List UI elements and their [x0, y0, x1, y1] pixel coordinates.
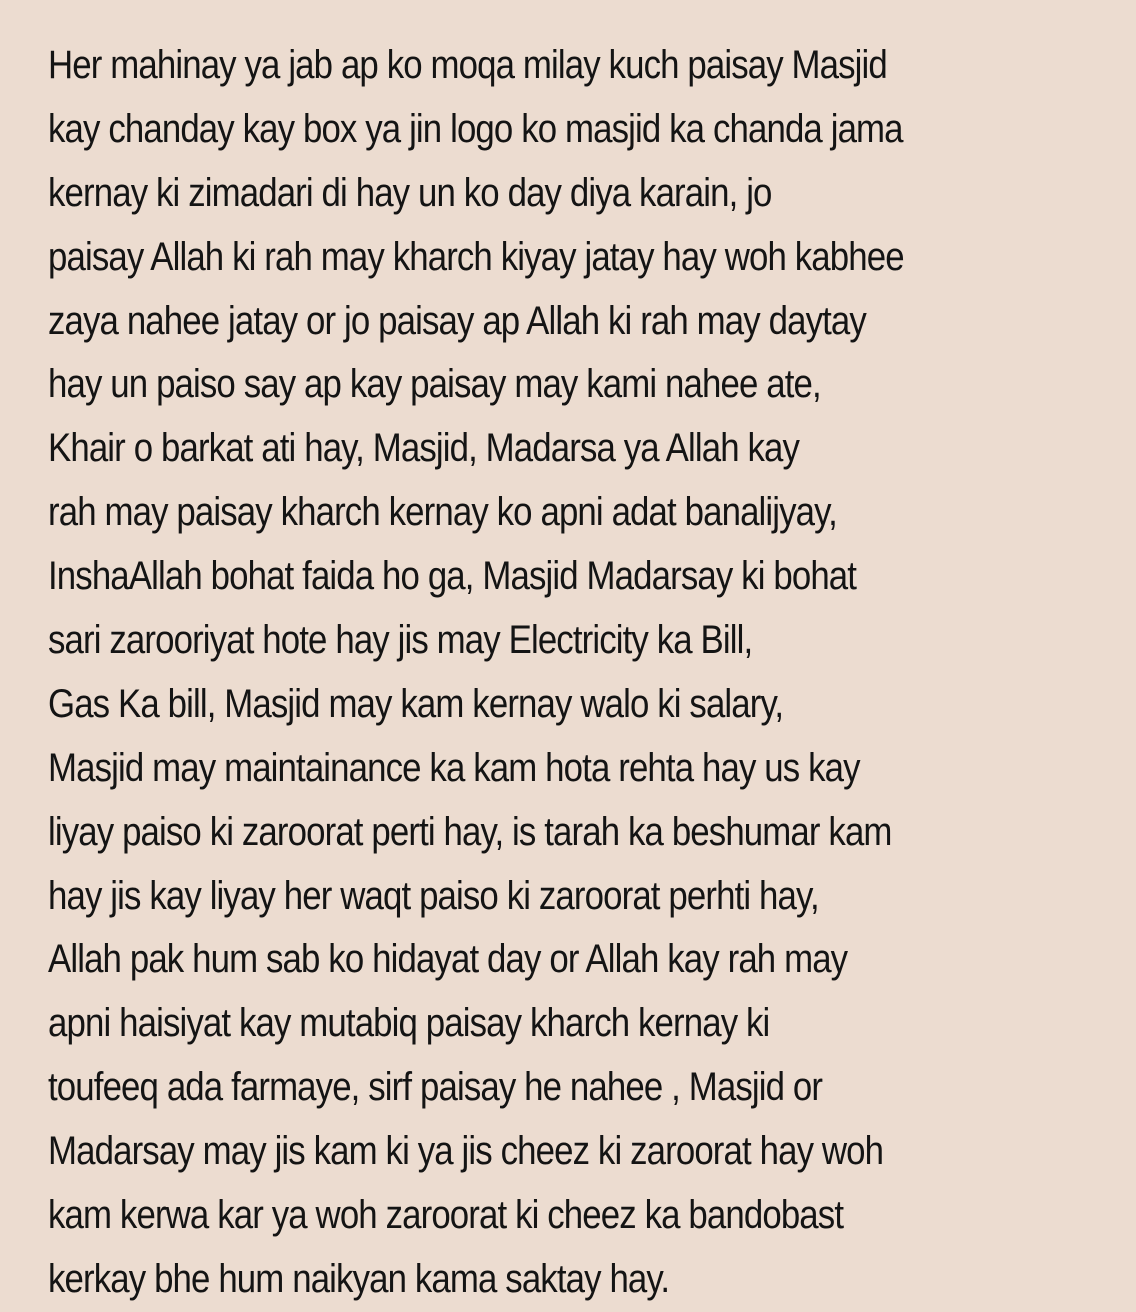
text-line: sari zarooriyat hote hay jis may Electricity ka Bill, [48, 618, 753, 663]
text-line: Masjid may maintainance ka kam hota rehta hay us kay [48, 745, 860, 790]
text-line: apni haisiyat kay mutabiq paisay kharch kernay ki [48, 1001, 770, 1046]
text-line: liyay paiso ki zaroorat perti hay, is tarah ka beshumar kam [48, 809, 892, 854]
text-line: Gas Ka bill, Masjid may kam kernay walo ki salary, [48, 681, 784, 726]
text-line: kam kerwa kar ya woh zaroorat ki cheez ka bandobast [48, 1193, 844, 1238]
text-line: toufeeq ada farmaye, sirf paisay he nahee , Masjid or [48, 1065, 823, 1110]
text-line: hay un paiso say ap kay paisay may kami nahee ate, [48, 362, 821, 407]
text-paragraph [48, 34, 1128, 1312]
text-line: Khair o barkat ati hay, Masjid, Madarsa ya Allah kay [48, 426, 800, 471]
text-line: rah may paisay kharch kernay ko apni adat banalijyay, [48, 490, 837, 535]
text-line: zaya nahee jatay or jo paisay ap Allah ki rah may daytay [48, 298, 866, 343]
text-line: Madarsay may jis kam ki ya jis cheez ki zaroorat hay woh [48, 1129, 884, 1174]
text-line: hay jis kay liyay her waqt paiso ki zaroorat perhti hay, [48, 873, 819, 918]
text-line: kay chanday kay box ya jin logo ko masjid ka chanda jama [48, 106, 903, 151]
text-line: paisay Allah ki rah may kharch kiyay jatay hay woh kabhee [48, 234, 904, 279]
text-line: InshaAllah bohat faida ho ga, Masjid Madarsay ki bohat [48, 554, 857, 599]
text-line: Her mahinay ya jab ap ko moqa milay kuch paisay Masjid [48, 43, 887, 87]
text-line: kerkay bhe hum naikyan kama saktay hay. [48, 1256, 670, 1301]
text-line: kernay ki zimadari di hay un ko day diya karain, jo [48, 170, 772, 215]
text-line: Allah pak hum sab ko hidayat day or Allah kay rah may [48, 937, 848, 982]
